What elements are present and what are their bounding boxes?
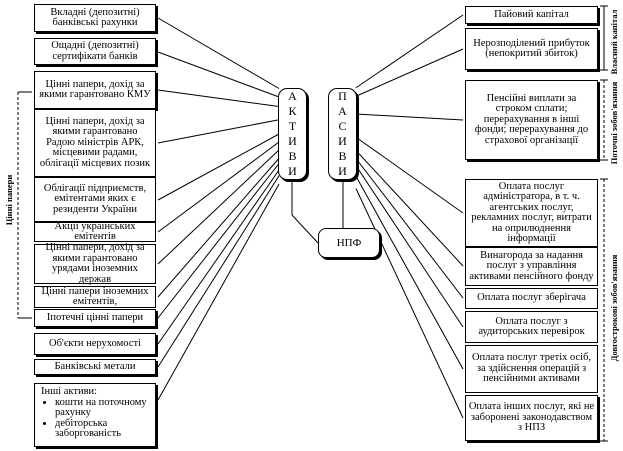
liabilities-column [328, 88, 357, 180]
liabilities-letter: В [338, 149, 347, 163]
asset-real-estate: Об'єкти нерухомості [34, 333, 156, 355]
liabilities-letter: И [338, 164, 347, 178]
asset-connector-line [158, 158, 279, 297]
asset-corporate-bonds: Облігації підприємств, емітентами яких є резиденти України [34, 177, 156, 222]
asset-connector-line [158, 176, 279, 367]
asset-foreign-government-securities: Цінні папери, дохід за якими гарантовано урядами іноземних держав [34, 244, 156, 284]
liability-retained-earnings: Нерозподілений прибуток (непокритий збиток) [465, 28, 598, 70]
asset-connector-line [158, 120, 279, 143]
liability-audit-services: Оплата послуг з аудиторських перевірок [465, 311, 598, 343]
liabilities-letter: П [338, 89, 347, 103]
liability-connector-line [356, 137, 463, 213]
assets-letter: В [288, 149, 297, 163]
liability-other-services: Оплата інших послуг, які не заборонені законодавством з НПЗ [465, 395, 598, 441]
asset-connector-line [158, 184, 279, 400]
assets-letter: И [288, 134, 297, 148]
assets-column [278, 88, 307, 180]
liabilities-letter: С [338, 119, 347, 133]
asset-local-securities: Цінні папери, дохід за якими гарантовано Радою міністрів АРК, місцевими радами, облігації місцевих позик [34, 109, 156, 177]
assets-letter: А [288, 89, 297, 103]
liability-asset-management-fee: Винагорода за надання послуг з управління активами пенсійного фонду [465, 247, 598, 286]
asset-mortgage-securities: Іпотечні цінні папери [34, 309, 156, 327]
asset-connector-line [158, 18, 279, 89]
asset-foreign-securities: Цінні папери іноземних емітентів, [34, 286, 156, 308]
assets-letter: И [288, 164, 297, 178]
liabilities-letter: А [338, 104, 347, 118]
liability-pension-payments: Пенсійні виплати за строком сплати; перерахування в інші фонди; перерахування до страхової організації [465, 80, 598, 160]
liability-connector-line [356, 49, 463, 96]
other-assets-list [41, 398, 149, 440]
liability-connector-line [356, 114, 463, 120]
asset-connector-line [158, 170, 279, 344]
asset-kmu-securities: Цінні папери, дохід за якими гарантовано КМУ [34, 71, 156, 109]
assets-letter: К [288, 104, 297, 118]
assets-letter: Т [288, 119, 297, 133]
asset-bank-metals: Банківські метали [34, 359, 156, 375]
liabilities-letter: И [338, 134, 347, 148]
asset-savings-certificates: Ощадні (депозитні) сертифікати банків [34, 38, 156, 65]
liability-connector-line [356, 15, 463, 88]
long-term-liabilities-side-label: Довгострокові зобов'язання [609, 254, 619, 362]
npf-box: НПФ [318, 228, 380, 258]
other-assets-item: • дебіторська заборгованість [55, 419, 149, 440]
liability-share-capital: Пайовий капітал [465, 6, 598, 24]
other-assets-title: Інші активи: [41, 386, 98, 397]
asset-connector-line [158, 90, 279, 107]
liability-third-party-services: Оплата послуг третіх осіб, за здійснення операцій з пенсійними активами [465, 345, 598, 393]
equity-side-label: Власний капітал [609, 9, 619, 75]
asset-connector-line [158, 52, 279, 97]
liability-connector-line [356, 176, 463, 369]
asset-bank-deposits: Вкладні (депозитні) банківські рахунки [34, 4, 156, 32]
asset-other [34, 383, 156, 447]
liability-admin-services: Оплата послуг адміністратора, в т. ч. агентських послуг, рекламних послуг, витрати на оприлюднення інформації [465, 179, 598, 247]
other-assets-item: • кошти на поточному рахунку [55, 398, 149, 419]
liability-custodian-services: Оплата послуг зберігача [465, 288, 598, 309]
assets-to-npf-line [292, 215, 318, 243]
asset-ukrainian-shares: Акції українських емітентів [34, 222, 156, 242]
securities-side-label: Цінні папери [4, 174, 14, 226]
current-liabilities-side-label: Поточні зобов'язання [609, 81, 619, 165]
